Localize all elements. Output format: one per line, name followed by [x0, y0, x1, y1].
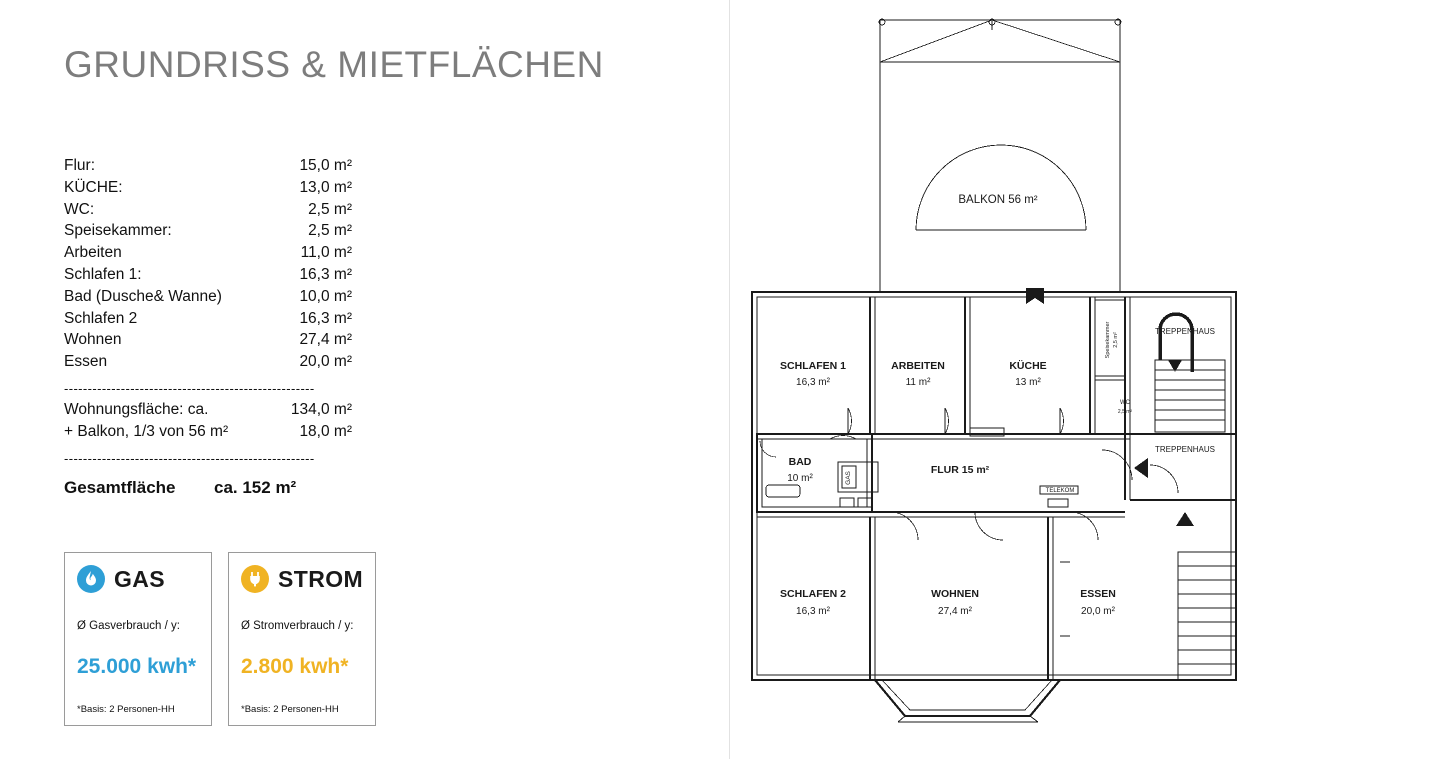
area-value: 2,5 m² [308, 200, 352, 218]
area-label: Bad (Dusche& Wanne) [64, 287, 222, 305]
list-item [64, 399, 394, 421]
gas-flame-icon [77, 565, 105, 593]
area-list [64, 155, 394, 500]
room-area-wc: 2,5 m² [1117, 409, 1133, 415]
room-label-flur: FLUR 15 m² [930, 464, 990, 476]
info-panel [0, 0, 700, 759]
gas-card-basis: *Basis: 2 Personen-HH [77, 704, 175, 715]
area-value: 16,3 m² [299, 265, 352, 283]
area-value: 27,4 m² [299, 331, 352, 349]
list-item [64, 329, 394, 351]
telekom-label: TELEKOM [1045, 488, 1075, 494]
stairwell-label-top: TREPPENHAUS [1154, 327, 1216, 336]
balcony-label: BALKON 56 m² [958, 194, 1038, 206]
stairwell-label-bottom: TREPPENHAUS [1154, 445, 1216, 454]
summary-value: 134,0 m² [290, 400, 352, 418]
area-label: KÜCHE: [64, 178, 123, 196]
total-label: Gesamtfläche [64, 477, 176, 497]
room-area-schlafen1: 16,3 m² [796, 377, 830, 388]
room-label-schlafen2: SCHLAFEN 2 [780, 588, 846, 600]
list-item [64, 177, 394, 199]
list-item [64, 264, 394, 286]
divider-top: ----------------------------------------------------- [64, 380, 315, 396]
page-title: GRUNDRISS & MIETFLÄCHEN [64, 44, 604, 85]
area-label: Flur: [64, 157, 95, 174]
room-area-wohnen: 27,4 m² [938, 606, 972, 617]
pantry-label: Speisekammer [1105, 321, 1111, 359]
electric-plug-icon [241, 565, 269, 593]
room-area-kueche: 13 m² [1015, 377, 1041, 388]
gas-card [64, 552, 212, 726]
room-label-essen: ESSEN [1080, 588, 1116, 600]
area-label: Speisekammer: [64, 222, 172, 240]
energy-cards [64, 552, 376, 726]
room-area-bad: 10 m² [787, 473, 813, 484]
area-value: 11,0 m² [300, 244, 352, 262]
room-label-schlafen1: SCHLAFEN 1 [780, 360, 846, 372]
area-value: 16,3 m² [299, 309, 352, 327]
list-item [64, 308, 394, 330]
strom-card [228, 552, 376, 726]
strom-card-amount: 2.800 kwh* [241, 655, 349, 678]
room-area-essen: 20,0 m² [1081, 606, 1115, 617]
area-value: 15,0 m² [299, 157, 352, 174]
summary-label: Wohnungsfläche: ca. [64, 400, 209, 418]
area-label: Schlafen 1: [64, 265, 142, 283]
list-item [64, 220, 394, 242]
area-value: 20,0 m² [299, 353, 352, 371]
room-area-arbeiten: 11 m² [905, 377, 931, 388]
room-area-schlafen2: 16,3 m² [796, 606, 830, 617]
gas-card-header [77, 565, 201, 593]
area-label: Essen [64, 353, 108, 371]
list-item [64, 351, 394, 373]
floorplan-drawing [730, 0, 1440, 759]
room-label-wc: WC [1120, 400, 1130, 406]
list-item [64, 242, 394, 264]
list-item [64, 199, 394, 221]
total-value: ca. 152 m² [214, 477, 297, 497]
gas-card-amount: 25.000 kwh* [77, 655, 197, 678]
room-label-arbeiten: ARBEITEN [891, 360, 945, 372]
area-label: Wohnen [64, 331, 122, 349]
area-value: 13,0 m² [299, 178, 352, 196]
strom-card-title: STROM [278, 565, 364, 592]
room-label-wohnen: WOHNEN [931, 588, 979, 600]
total-area-row [64, 476, 394, 500]
area-label: WC: [64, 200, 95, 218]
summary-value: 18,0 m² [299, 422, 352, 440]
list-item [64, 155, 394, 177]
area-value: 2,5 m² [308, 222, 352, 240]
area-value: 10,0 m² [299, 287, 352, 305]
room-label-bad: BAD [788, 456, 812, 468]
list-item [64, 286, 394, 308]
area-label: Schlafen 2 [64, 309, 138, 327]
summary-label: + Balkon, 1/3 von 56 m² [64, 422, 229, 440]
list-item [64, 421, 394, 443]
divider-bottom: ----------------------------------------------------- [64, 450, 315, 466]
pantry-area: 2,5 m² [1113, 332, 1119, 348]
area-label: Arbeiten [64, 244, 122, 262]
strom-card-basis: *Basis: 2 Personen-HH [241, 704, 339, 715]
gas-box-label: GAS [845, 471, 852, 485]
strom-card-header [241, 565, 365, 593]
strom-card-subtitle: Ø Stromverbrauch / y: [241, 620, 354, 632]
gas-card-subtitle: Ø Gasverbrauch / y: [77, 620, 180, 632]
gas-card-title: GAS [114, 565, 166, 592]
room-label-kueche: KÜCHE [1009, 360, 1047, 372]
